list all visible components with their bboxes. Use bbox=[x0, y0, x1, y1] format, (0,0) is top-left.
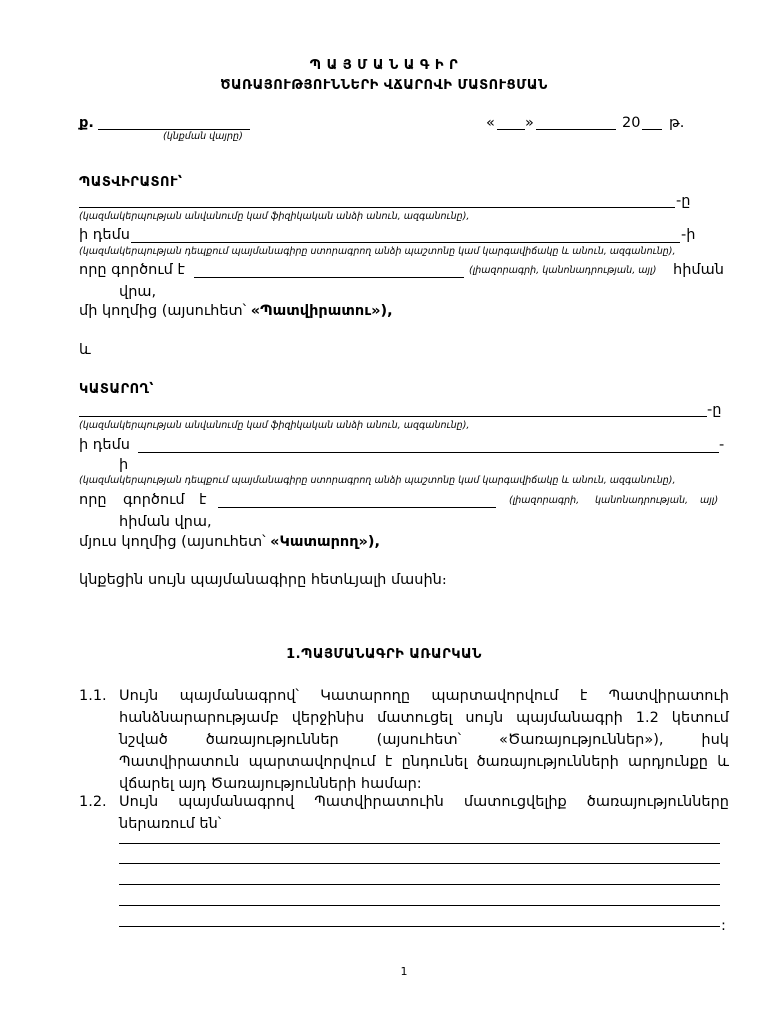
year-suffix: թ. bbox=[669, 115, 685, 131]
date-open-quote: « bbox=[486, 115, 495, 131]
services-list-end: : bbox=[721, 918, 726, 934]
contractor-name-line bbox=[79, 416, 707, 417]
customer-rep-caption: (կազմակերպության դեպքում պայմանագիրը ստորագրող անձի պաշտոնը կամ կարգավիճակը և անուն, ազգանունը), bbox=[79, 246, 676, 257]
and-word: և bbox=[79, 342, 91, 358]
clause-1-1-line-4: Պատվիրատուն պարտավորվում է ընդունել ծառայությունների արդյունքը և bbox=[119, 754, 729, 770]
contractor-name-suffix: -ը bbox=[707, 402, 722, 418]
customer-rep-line bbox=[131, 242, 680, 243]
contractor-name-caption: (կազմակերպության անվանումը կամ ֆիզիկական անձի անուն, ազգանունը), bbox=[79, 420, 470, 431]
contractor-rep-suffix: - bbox=[719, 437, 725, 453]
document-title: Պ Ա Յ Մ Ա Ն Ա Գ Ի Ր bbox=[309, 58, 459, 73]
services-blank-line-1 bbox=[119, 843, 720, 844]
customer-heading: ՊԱՏՎԻՐԱՏՈՒ՝ bbox=[79, 175, 183, 190]
services-blank-line-4 bbox=[119, 905, 720, 906]
clause-1-1-line-2: հանձնարարությամբ վերջինիս մատուցել սույն պայմանագրի 1.2 կետում bbox=[119, 710, 729, 726]
contractor-side-line bbox=[79, 533, 380, 551]
contractor-rep-cont: ի bbox=[119, 457, 129, 473]
city-prefix: ք. bbox=[79, 115, 94, 131]
contractor-rep-prefix: ի դեմս bbox=[79, 437, 130, 453]
customer-rep-prefix: ի դեմս bbox=[79, 227, 130, 243]
customer-name-caption: (կազմակերպության անվանումը կամ ֆիզիկական անձի անուն, ազգանունը), bbox=[79, 211, 470, 222]
clause-1-2-number: 1.2. bbox=[79, 794, 107, 810]
place-caption: (կնքման վայրը) bbox=[163, 131, 243, 142]
contractor-acts-w2: գործում bbox=[123, 492, 185, 508]
section-1-heading: 1.ՊԱՅՄԱՆԱԳՐԻ ԱՌԱՐԿԱՆ bbox=[286, 647, 482, 662]
services-blank-line-2 bbox=[119, 863, 720, 864]
page-number: 1 bbox=[400, 965, 408, 978]
year-blank-line bbox=[642, 129, 662, 130]
customer-acts-cont: վրա, bbox=[119, 284, 157, 300]
customer-name-line bbox=[79, 207, 675, 208]
contractor-acts-line bbox=[218, 507, 496, 508]
contractor-role-label: «Կատարող»), bbox=[270, 534, 381, 550]
contractor-heading: ԿԱՏԱՐՈՂ՝ bbox=[79, 382, 154, 397]
clause-1-1-line-3: նշված ծառայություններ (այսուհետ՝ «Ծառայություններ»), իսկ bbox=[119, 732, 729, 748]
agreement-line: կնքեցին սույն պայմանագիրը հետևյալի մասին։ bbox=[79, 572, 447, 588]
customer-acts-suffix: հիման bbox=[673, 262, 724, 278]
services-blank-line-5 bbox=[119, 926, 720, 927]
contractor-side-prefix: մյուս կողմից (այսուհետ՝ bbox=[79, 534, 271, 550]
clause-1-1-line-5: վճարել այդ Ծառայությունների համար: bbox=[119, 776, 422, 792]
place-blank-line bbox=[98, 129, 250, 130]
clause-1-2-line-1: Սույն պայմանագրով Պատվիրատուին մատուցվելիք ծառայությունները bbox=[119, 794, 729, 810]
clause-1-1-number: 1.1. bbox=[79, 688, 107, 704]
document-subtitle: ԾԱՌԱՅՈՒԹՅՈՒՆՆԵՐԻ ՎՃԱՐՈՎԻ ՄԱՏՈՒՑՄԱՆ bbox=[220, 78, 548, 93]
customer-acts-prefix: որը գործում է bbox=[79, 262, 185, 278]
contractor-rep-line bbox=[138, 452, 719, 453]
clause-1-1-line-1: Սույն պայմանագրով՝ Կատարողը պարտավորվում է Պատվիրատուի bbox=[119, 688, 729, 704]
contractor-acts-w1: որը bbox=[79, 492, 107, 508]
customer-side-prefix: մի կողմից (այսուհետ՝ bbox=[79, 303, 251, 319]
month-blank-line bbox=[536, 129, 616, 130]
contractor-acts-c1: (լիազորագրի, bbox=[509, 495, 580, 506]
contractor-rep-caption: (կազմակերպության դեպքում պայմանագիրը ստորագրող անձի պաշտոնը կամ կարգավիճակը և անուն, ազգանունը), bbox=[79, 475, 676, 486]
customer-acts-caption: (լիազորագրի, կանոնադրության, այլ) bbox=[469, 265, 657, 276]
contractor-acts-c2: կանոնադրության, bbox=[595, 495, 689, 506]
contractor-acts-c3: այլ) bbox=[700, 495, 719, 506]
customer-role-label: «Պատվիրատու»), bbox=[250, 303, 393, 319]
customer-rep-suffix: -ի bbox=[681, 227, 696, 243]
customer-side-line bbox=[79, 302, 393, 320]
customer-acts-line bbox=[194, 277, 464, 278]
services-blank-line-3 bbox=[119, 884, 720, 885]
date-close-quote: » bbox=[525, 115, 534, 131]
contractor-acts-cont: հիման վրա, bbox=[119, 514, 212, 530]
year-prefix: 20 bbox=[622, 115, 641, 131]
contractor-acts-w3: է bbox=[199, 492, 207, 508]
clause-1-2-line-2: ներառում են՝ bbox=[119, 816, 222, 832]
customer-name-suffix: -ը bbox=[676, 193, 691, 209]
day-blank-line bbox=[497, 129, 525, 130]
